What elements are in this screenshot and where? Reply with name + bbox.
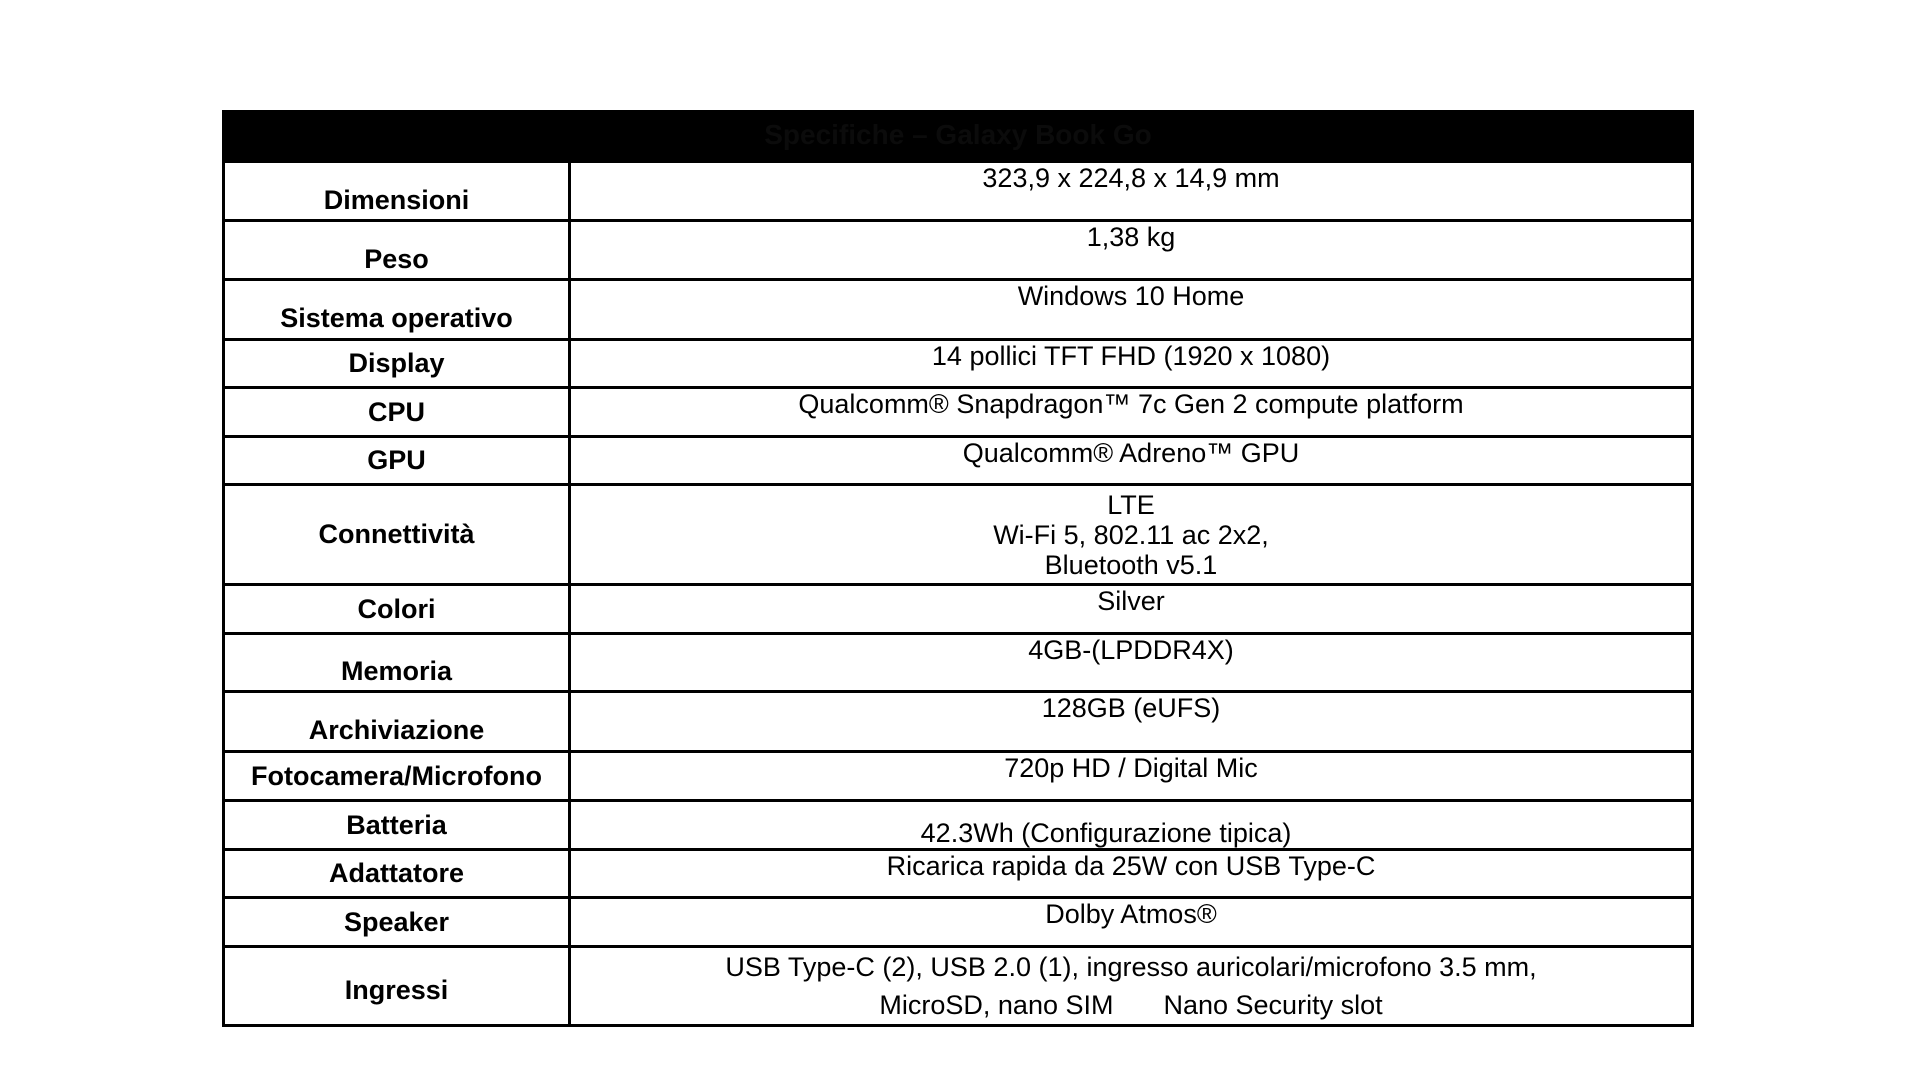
row-label-ingressi: Ingressi: [224, 947, 570, 1026]
row-label-colori: Colori: [224, 585, 570, 634]
table-row: [224, 585, 1693, 634]
row-label-sistema-operativo: Sistema operativo: [224, 280, 570, 340]
row-value-ingressi: USB Type-C (2), USB 2.0 (1), ingresso auricolari/microfono 3.5 mm, MicroSD, nano SIM Nano Security slot: [570, 947, 1693, 1026]
table-row: [224, 485, 1693, 585]
table-row: [224, 692, 1693, 752]
spec-table: [222, 160, 1694, 1027]
row-value-dimensioni: 323,9 x 224,8 x 14,9 mm: [570, 162, 1693, 221]
table-row: [224, 388, 1693, 437]
table-row: [224, 850, 1693, 898]
table-row: [224, 280, 1693, 340]
row-label-speaker: Speaker: [224, 898, 570, 947]
row-label-cpu: CPU: [224, 388, 570, 437]
row-label-connettivita: Connettività: [224, 485, 570, 585]
row-value-peso: 1,38 kg: [570, 221, 1693, 280]
table-row: [224, 752, 1693, 801]
row-value-gpu: Qualcomm® Adreno™ GPU: [570, 437, 1693, 485]
row-label-dimensioni: Dimensioni: [224, 162, 570, 221]
row-value-memoria: 4GB-(LPDDR4X): [570, 634, 1693, 692]
spec-table-container: [222, 110, 1694, 1027]
table-row: [224, 801, 1693, 850]
table-header: [222, 110, 1694, 160]
table-row: [224, 221, 1693, 280]
row-value-display: 14 pollici TFT FHD (1920 x 1080): [570, 340, 1693, 388]
row-value-archiviazione: 128GB (eUFS): [570, 692, 1693, 752]
row-label-batteria: Batteria: [224, 801, 570, 850]
row-value-fotocamera-microfono: 720p HD / Digital Mic: [570, 752, 1693, 801]
row-value-colori: Silver: [570, 585, 1693, 634]
row-label-display: Display: [224, 340, 570, 388]
row-label-archiviazione: Archiviazione: [224, 692, 570, 752]
table-row: [224, 340, 1693, 388]
row-value-sistema-operativo: Windows 10 Home: [570, 280, 1693, 340]
table-row: [224, 947, 1693, 1026]
row-label-fotocamera-microfono: Fotocamera/Microfono: [224, 752, 570, 801]
row-value-adattatore: Ricarica rapida da 25W con USB Type-C: [570, 850, 1693, 898]
row-label-gpu: GPU: [224, 437, 570, 485]
table-title: Specifiche – Galaxy Book Go: [764, 119, 1152, 150]
table-row: [224, 162, 1693, 221]
row-value-connettivita: LTE Wi-Fi 5, 802.11 ac 2x2, Bluetooth v5.1: [570, 485, 1693, 585]
table-row: [224, 898, 1693, 947]
row-value-cpu: Qualcomm® Snapdragon™ 7c Gen 2 compute platform: [570, 388, 1693, 437]
row-value-speaker: Dolby Atmos®: [570, 898, 1693, 947]
row-label-adattatore: Adattatore: [224, 850, 570, 898]
table-row: [224, 634, 1693, 692]
row-label-memoria: Memoria: [224, 634, 570, 692]
table-row: [224, 437, 1693, 485]
row-value-batteria: 42.3Wh (Configurazione tipica): [570, 801, 1693, 850]
row-label-peso: Peso: [224, 221, 570, 280]
